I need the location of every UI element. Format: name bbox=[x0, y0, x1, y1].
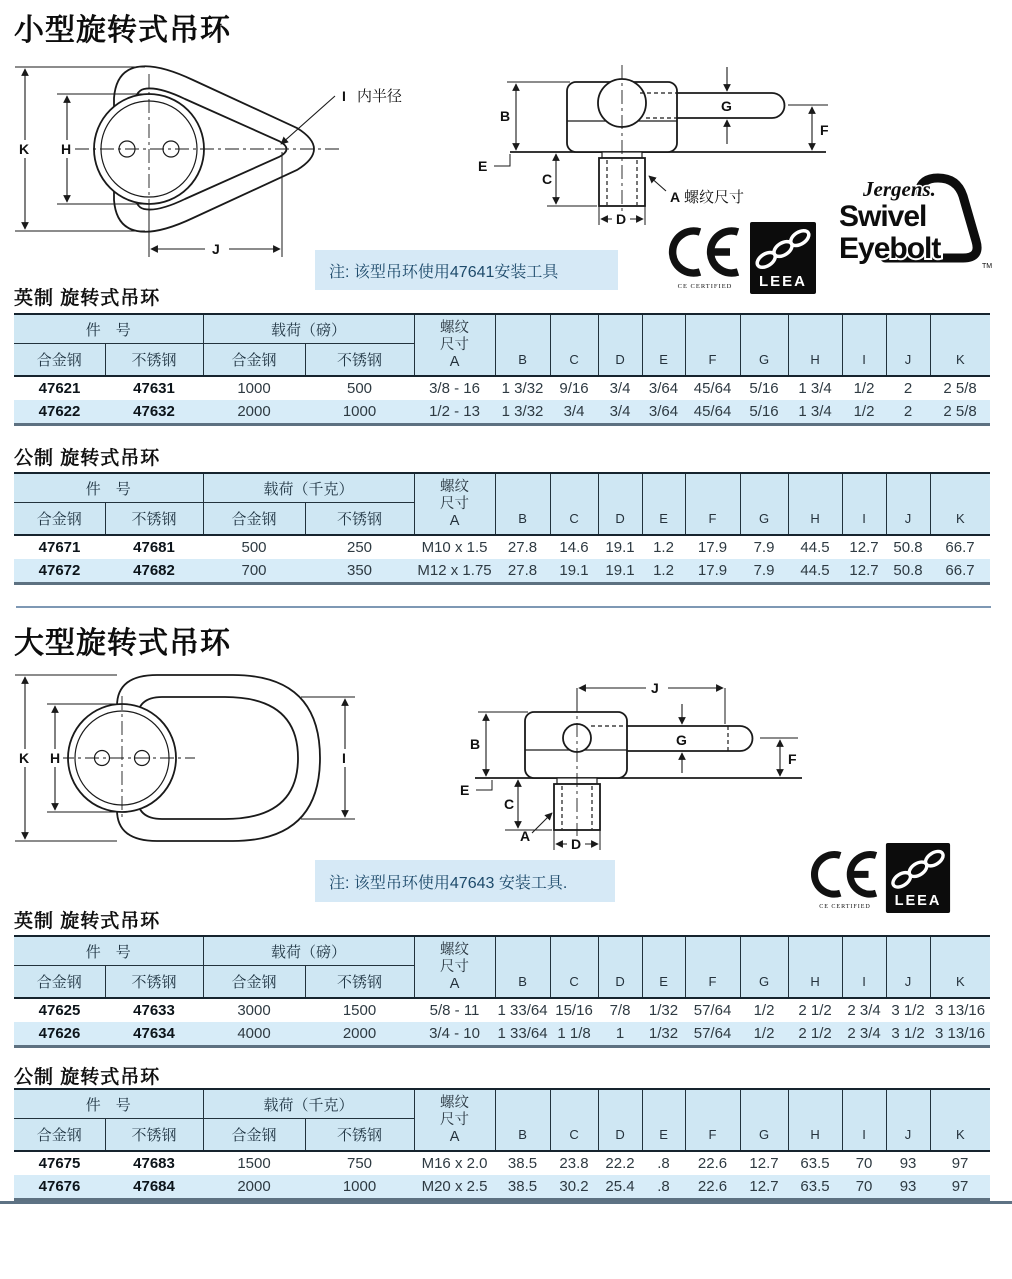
col-dim-C: C bbox=[550, 936, 598, 998]
spec-table bbox=[14, 935, 990, 1048]
spec-value-cell: 1 bbox=[615, 1025, 625, 1042]
subtitle-small-imperial: 英制 旋转式吊环 bbox=[14, 288, 161, 309]
part-number-cell: 47675 bbox=[38, 1155, 81, 1172]
spec-value-cell: 12.7 bbox=[849, 539, 879, 556]
spec-value-cell: 1.2 bbox=[653, 539, 674, 556]
sub-header-cell: 合金钢 bbox=[203, 966, 305, 999]
eyebolt-wordmark: Eyebolt bbox=[839, 232, 941, 265]
spec-value-cell: 1/32 bbox=[648, 1025, 679, 1042]
sub-header-cell: 不锈钢 bbox=[305, 1119, 414, 1152]
dim-label-A: A bbox=[670, 189, 681, 205]
part-number-cell: 47633 bbox=[133, 1002, 175, 1019]
col-dim-K: K bbox=[930, 314, 990, 376]
spec-value-cell: 9/16 bbox=[559, 380, 589, 397]
spec-value-cell: 1 3/4 bbox=[798, 380, 832, 397]
spec-value-cell: .8 bbox=[657, 1155, 670, 1172]
sub-header-cell: 不锈钢 bbox=[105, 503, 203, 536]
col-dim-B: B bbox=[495, 314, 550, 376]
dim-label-K: K bbox=[19, 141, 30, 157]
spec-value-cell: 23.8 bbox=[559, 1155, 589, 1172]
spec-value-cell: 2 5/8 bbox=[943, 403, 977, 420]
spec-value-cell: 2000 bbox=[342, 1025, 377, 1042]
section-divider bbox=[16, 606, 991, 608]
col-thread-size: 螺纹 尺寸 A bbox=[414, 314, 495, 376]
spec-value-cell: 5/8 - 11 bbox=[429, 1002, 480, 1019]
sub-header-cell: 不锈钢 bbox=[105, 966, 203, 999]
jergens-swivel-eyebolt-logo bbox=[833, 170, 995, 270]
spec-value-cell: 3000 bbox=[237, 1002, 271, 1019]
part-number-cell: 47682 bbox=[133, 562, 175, 579]
dim-label-H: H bbox=[50, 750, 61, 766]
install-tool-note-small bbox=[315, 250, 618, 290]
spec-value-cell: 19.1 bbox=[605, 562, 635, 579]
col-group-part-no: 件 号 bbox=[14, 473, 203, 503]
spec-value-cell: 22.6 bbox=[697, 1178, 728, 1195]
spec-value-cell: 7.9 bbox=[753, 562, 775, 579]
spec-value-cell: 350 bbox=[347, 562, 373, 579]
spec-value-cell: 19.1 bbox=[605, 539, 635, 556]
leea-wordmark: LEEA bbox=[758, 273, 808, 290]
col-thread-size: 螺纹 尺寸 A bbox=[414, 473, 495, 535]
spec-value-cell: 1 33/64 bbox=[497, 1002, 548, 1019]
spec-value-cell: 1 33/64 bbox=[497, 1025, 548, 1042]
spec-value-cell: M16 x 2.0 bbox=[421, 1155, 488, 1172]
spec-value-cell: 66.7 bbox=[945, 539, 975, 556]
dim-label-D: D bbox=[571, 836, 582, 852]
spec-table bbox=[14, 313, 990, 426]
subtitle-small-metric: 公制 旋转式吊环 bbox=[14, 448, 161, 469]
col-dim-J: J bbox=[886, 1089, 930, 1151]
spec-table bbox=[14, 1088, 990, 1201]
section-title-small: 小型旋转式吊环 bbox=[14, 14, 231, 47]
col-dim-K: K bbox=[930, 473, 990, 535]
table-row bbox=[14, 998, 990, 1022]
col-dim-J: J bbox=[886, 473, 930, 535]
spec-table-small-metric bbox=[14, 472, 990, 585]
table-row bbox=[14, 400, 990, 425]
sub-header-cell: 不锈钢 bbox=[105, 1119, 203, 1152]
col-dim-J: J bbox=[886, 936, 930, 998]
spec-value-cell: 22.6 bbox=[697, 1155, 728, 1172]
spec-value-cell: 93 bbox=[899, 1178, 917, 1195]
subtitle-large-imperial: 英制 旋转式吊环 bbox=[14, 911, 161, 932]
inner-radius-label: 内半径 bbox=[357, 88, 403, 105]
spec-value-cell: 1/32 bbox=[648, 1002, 679, 1019]
part-number-cell: 47634 bbox=[133, 1025, 175, 1042]
col-dim-E: E bbox=[642, 314, 685, 376]
spec-value-cell: 3/4 bbox=[609, 380, 631, 397]
sub-header-cell: 合金钢 bbox=[14, 503, 105, 536]
spec-value-cell: 3 1/2 bbox=[891, 1025, 925, 1042]
col-dim-B: B bbox=[495, 473, 550, 535]
dim-label-K: K bbox=[19, 750, 30, 766]
spec-value-cell: 500 bbox=[241, 539, 267, 556]
dim-label-I: I bbox=[342, 88, 346, 104]
spec-value-cell: 1000 bbox=[237, 380, 271, 397]
spec-value-cell: 19.1 bbox=[559, 562, 589, 579]
spec-value-cell: 70 bbox=[855, 1178, 873, 1195]
spec-value-cell: 5/16 bbox=[749, 403, 779, 420]
jergens-wordmark: Jergens. bbox=[863, 177, 936, 201]
spec-value-cell: 1/2 bbox=[753, 1025, 775, 1042]
spec-value-cell: 3/4 bbox=[563, 403, 585, 420]
col-dim-E: E bbox=[642, 1089, 685, 1151]
spec-value-cell: 63.5 bbox=[800, 1178, 830, 1195]
ce-certified-caption: CE CERTIFIED bbox=[677, 283, 733, 290]
part-number-cell: 47672 bbox=[38, 562, 81, 579]
dim-label-C: C bbox=[504, 796, 515, 812]
spec-value-cell: 2 bbox=[903, 380, 913, 397]
dim-label-D: D bbox=[616, 211, 627, 227]
col-group-load: 载荷（千克） bbox=[203, 1089, 414, 1119]
col-dim-F: F bbox=[685, 1089, 740, 1151]
part-number-cell: 47631 bbox=[133, 380, 175, 397]
spec-value-cell: 25.4 bbox=[605, 1178, 635, 1195]
col-dim-C: C bbox=[550, 473, 598, 535]
col-dim-H: H bbox=[788, 1089, 842, 1151]
spec-value-cell: 12.7 bbox=[749, 1178, 779, 1195]
spec-value-cell: 1 3/32 bbox=[501, 403, 544, 420]
col-group-load: 载荷（磅） bbox=[203, 314, 414, 344]
note-text: 注: 该型吊环使用47643 安装工具. bbox=[329, 874, 568, 892]
spec-value-cell: 700 bbox=[241, 562, 267, 579]
dim-label-E: E bbox=[478, 158, 488, 174]
spec-value-cell: 1500 bbox=[237, 1155, 271, 1172]
dim-label-F: F bbox=[788, 751, 797, 767]
spec-value-cell: 2 3/4 bbox=[847, 1025, 881, 1042]
spec-value-cell: 50.8 bbox=[893, 539, 923, 556]
sub-header-cell: 不锈钢 bbox=[105, 344, 203, 377]
spec-value-cell: M10 x 1.5 bbox=[421, 539, 488, 556]
spec-value-cell: 3/4 - 10 bbox=[429, 1025, 480, 1042]
table-row bbox=[14, 535, 990, 559]
spec-value-cell: 12.7 bbox=[749, 1155, 779, 1172]
part-number-cell: 47622 bbox=[38, 403, 81, 420]
part-number-cell: 47625 bbox=[38, 1002, 81, 1019]
spec-value-cell: 1000 bbox=[342, 403, 377, 420]
spec-value-cell: 2000 bbox=[237, 1178, 271, 1195]
spec-value-cell: 3/64 bbox=[648, 403, 679, 420]
note-text: 注: 该型吊环使用47641安装工具 bbox=[329, 263, 559, 281]
spec-value-cell: 1/2 - 13 bbox=[429, 403, 480, 420]
spec-value-cell: 5/16 bbox=[749, 380, 779, 397]
leea-logo bbox=[750, 222, 816, 294]
sub-header-cell: 不锈钢 bbox=[305, 966, 414, 999]
table-row bbox=[14, 1022, 990, 1047]
spec-value-cell: 1500 bbox=[342, 1002, 377, 1019]
part-number-cell: 47621 bbox=[38, 380, 81, 397]
col-dim-G: G bbox=[740, 314, 788, 376]
dim-label-J: J bbox=[212, 241, 220, 257]
table-row bbox=[14, 559, 990, 584]
spec-value-cell: 93 bbox=[899, 1155, 917, 1172]
trademark-symbol: TM bbox=[982, 263, 993, 270]
spec-value-cell: 3/8 - 16 bbox=[429, 380, 480, 397]
col-dim-D: D bbox=[598, 1089, 642, 1151]
dim-label-C: C bbox=[542, 171, 553, 187]
col-thread-size: 螺纹 尺寸 A bbox=[414, 936, 495, 998]
spec-value-cell: M12 x 1.75 bbox=[417, 562, 492, 579]
sub-header-cell: 不锈钢 bbox=[305, 503, 414, 536]
col-dim-C: C bbox=[550, 314, 598, 376]
spec-value-cell: 57/64 bbox=[693, 1025, 732, 1042]
col-thread-size: 螺纹 尺寸 A bbox=[414, 1089, 495, 1151]
col-dim-F: F bbox=[685, 473, 740, 535]
col-group-part-no: 件 号 bbox=[14, 936, 203, 966]
spec-value-cell: 250 bbox=[347, 539, 373, 556]
part-number-cell: 47683 bbox=[133, 1155, 175, 1172]
col-group-part-no: 件 号 bbox=[14, 1089, 203, 1119]
ce-mark-icon bbox=[666, 224, 744, 292]
col-dim-G: G bbox=[740, 936, 788, 998]
spec-table bbox=[14, 472, 990, 585]
col-dim-D: D bbox=[598, 473, 642, 535]
swivel-wordmark: Swivel bbox=[839, 200, 927, 233]
col-group-load: 载荷（千克） bbox=[203, 473, 414, 503]
spec-value-cell: 1.2 bbox=[653, 562, 674, 579]
spec-value-cell: 17.9 bbox=[697, 562, 728, 579]
spec-value-cell: 66.7 bbox=[945, 562, 975, 579]
spec-value-cell: 63.5 bbox=[800, 1155, 830, 1172]
small-eyebolt-side-drawing bbox=[452, 55, 862, 245]
spec-value-cell: 750 bbox=[347, 1155, 373, 1172]
spec-value-cell: 38.5 bbox=[507, 1178, 538, 1195]
spec-value-cell: 2 1/2 bbox=[798, 1002, 832, 1019]
dim-label-E: E bbox=[460, 782, 470, 798]
dim-label-F: F bbox=[820, 122, 829, 138]
sub-header-cell: 合金钢 bbox=[14, 1119, 105, 1152]
col-dim-F: F bbox=[685, 314, 740, 376]
large-eyebolt-front-drawing bbox=[5, 670, 370, 880]
spec-value-cell: M20 x 2.5 bbox=[421, 1178, 488, 1195]
col-dim-B: B bbox=[495, 1089, 550, 1151]
dim-label-G: G bbox=[721, 98, 732, 114]
spec-value-cell: 500 bbox=[347, 380, 373, 397]
spec-value-cell: 1000 bbox=[342, 1178, 377, 1195]
spec-value-cell: 50.8 bbox=[893, 562, 923, 579]
spec-value-cell: 2 3/4 bbox=[847, 1002, 881, 1019]
spec-value-cell: 1 3/32 bbox=[501, 380, 544, 397]
spec-value-cell: 3/64 bbox=[648, 380, 679, 397]
part-number-cell: 47676 bbox=[38, 1178, 81, 1195]
ce-certified-caption: CE CERTIFIED bbox=[819, 904, 871, 911]
table-row bbox=[14, 1151, 990, 1175]
part-number-cell: 47684 bbox=[133, 1178, 175, 1195]
spec-value-cell: 1/2 bbox=[753, 1002, 775, 1019]
spec-value-cell: 97 bbox=[951, 1155, 969, 1172]
leea-wordmark: LEEA bbox=[894, 893, 942, 910]
spec-value-cell: 4000 bbox=[237, 1025, 271, 1042]
spec-value-cell: 2 5/8 bbox=[943, 380, 977, 397]
col-dim-D: D bbox=[598, 314, 642, 376]
leea-logo bbox=[885, 843, 951, 913]
col-dim-C: C bbox=[550, 1089, 598, 1151]
spec-value-cell: 30.2 bbox=[559, 1178, 589, 1195]
col-dim-I: I bbox=[842, 1089, 886, 1151]
sub-header-cell: 不锈钢 bbox=[305, 344, 414, 377]
spec-value-cell: 1 3/4 bbox=[798, 403, 832, 420]
sub-header-cell: 合金钢 bbox=[203, 344, 305, 377]
col-dim-G: G bbox=[740, 1089, 788, 1151]
spec-value-cell: 17.9 bbox=[697, 539, 728, 556]
col-dim-D: D bbox=[598, 936, 642, 998]
section-title-large: 大型旋转式吊环 bbox=[14, 627, 231, 660]
dim-label-G: G bbox=[676, 732, 687, 748]
col-dim-H: H bbox=[788, 473, 842, 535]
col-group-part-no: 件 号 bbox=[14, 314, 203, 344]
spec-value-cell: 44.5 bbox=[800, 539, 830, 556]
spec-value-cell: 2000 bbox=[237, 403, 271, 420]
page-bottom-divider bbox=[0, 1201, 1012, 1204]
ce-mark-icon bbox=[808, 848, 882, 912]
dim-label-H: H bbox=[61, 141, 72, 157]
spec-value-cell: 2 1/2 bbox=[798, 1025, 832, 1042]
dim-label-I: I bbox=[342, 750, 346, 766]
col-dim-H: H bbox=[788, 936, 842, 998]
spec-value-cell: 97 bbox=[951, 1178, 969, 1195]
spec-value-cell: 45/64 bbox=[693, 380, 732, 397]
col-dim-G: G bbox=[740, 473, 788, 535]
spec-value-cell: 7/8 bbox=[609, 1002, 631, 1019]
spec-value-cell: 27.8 bbox=[507, 562, 538, 579]
col-dim-K: K bbox=[930, 1089, 990, 1151]
spec-value-cell: 27.8 bbox=[507, 539, 538, 556]
part-number-cell: 47681 bbox=[133, 539, 175, 556]
spec-value-cell: 22.2 bbox=[605, 1155, 635, 1172]
spec-table-small-imperial bbox=[14, 313, 990, 426]
spec-value-cell: 12.7 bbox=[849, 562, 879, 579]
col-dim-J: J bbox=[886, 314, 930, 376]
sub-header-cell: 合金钢 bbox=[14, 966, 105, 999]
spec-value-cell: 70 bbox=[855, 1155, 873, 1172]
sub-header-cell: 合金钢 bbox=[203, 1119, 305, 1152]
table-row bbox=[14, 376, 990, 400]
spec-value-cell: 45/64 bbox=[693, 403, 732, 420]
dim-label-J: J bbox=[651, 680, 659, 696]
col-dim-K: K bbox=[930, 936, 990, 998]
spec-value-cell: 3 13/16 bbox=[935, 1002, 986, 1019]
spec-table-large-imperial bbox=[14, 935, 990, 1048]
sub-header-cell: 合金钢 bbox=[14, 344, 105, 377]
spec-value-cell: 2 bbox=[903, 403, 913, 420]
col-dim-H: H bbox=[788, 314, 842, 376]
col-dim-I: I bbox=[842, 936, 886, 998]
spec-value-cell: 1/2 bbox=[853, 380, 875, 397]
table-row bbox=[14, 1175, 990, 1200]
sub-header-cell: 合金钢 bbox=[203, 503, 305, 536]
spec-value-cell: 7.9 bbox=[753, 539, 775, 556]
spec-value-cell: .8 bbox=[657, 1178, 670, 1195]
col-dim-E: E bbox=[642, 473, 685, 535]
col-dim-F: F bbox=[685, 936, 740, 998]
spec-value-cell: 3 13/16 bbox=[935, 1025, 986, 1042]
part-number-cell: 47626 bbox=[38, 1025, 81, 1042]
dim-label-B: B bbox=[470, 736, 481, 752]
thread-size-label: 螺纹尺寸 bbox=[684, 189, 745, 206]
subtitle-large-metric: 公制 旋转式吊环 bbox=[14, 1067, 161, 1088]
install-tool-note-large bbox=[315, 860, 615, 902]
col-dim-I: I bbox=[842, 314, 886, 376]
spec-value-cell: 14.6 bbox=[559, 539, 589, 556]
col-dim-I: I bbox=[842, 473, 886, 535]
col-dim-E: E bbox=[642, 936, 685, 998]
col-dim-B: B bbox=[495, 936, 550, 998]
spec-value-cell: 1/2 bbox=[853, 403, 875, 420]
part-number-cell: 47671 bbox=[38, 539, 81, 556]
spec-value-cell: 3 1/2 bbox=[891, 1002, 925, 1019]
spec-value-cell: 44.5 bbox=[800, 562, 830, 579]
dim-label-B: B bbox=[500, 108, 511, 124]
spec-value-cell: 38.5 bbox=[507, 1155, 538, 1172]
dim-label-A: A bbox=[520, 828, 531, 844]
col-group-load: 载荷（磅） bbox=[203, 936, 414, 966]
spec-value-cell: 57/64 bbox=[693, 1002, 732, 1019]
spec-value-cell: 1 1/8 bbox=[557, 1025, 591, 1042]
part-number-cell: 47632 bbox=[133, 403, 175, 420]
spec-table-large-metric bbox=[14, 1088, 990, 1201]
spec-value-cell: 15/16 bbox=[555, 1002, 593, 1019]
spec-value-cell: 3/4 bbox=[609, 403, 631, 420]
